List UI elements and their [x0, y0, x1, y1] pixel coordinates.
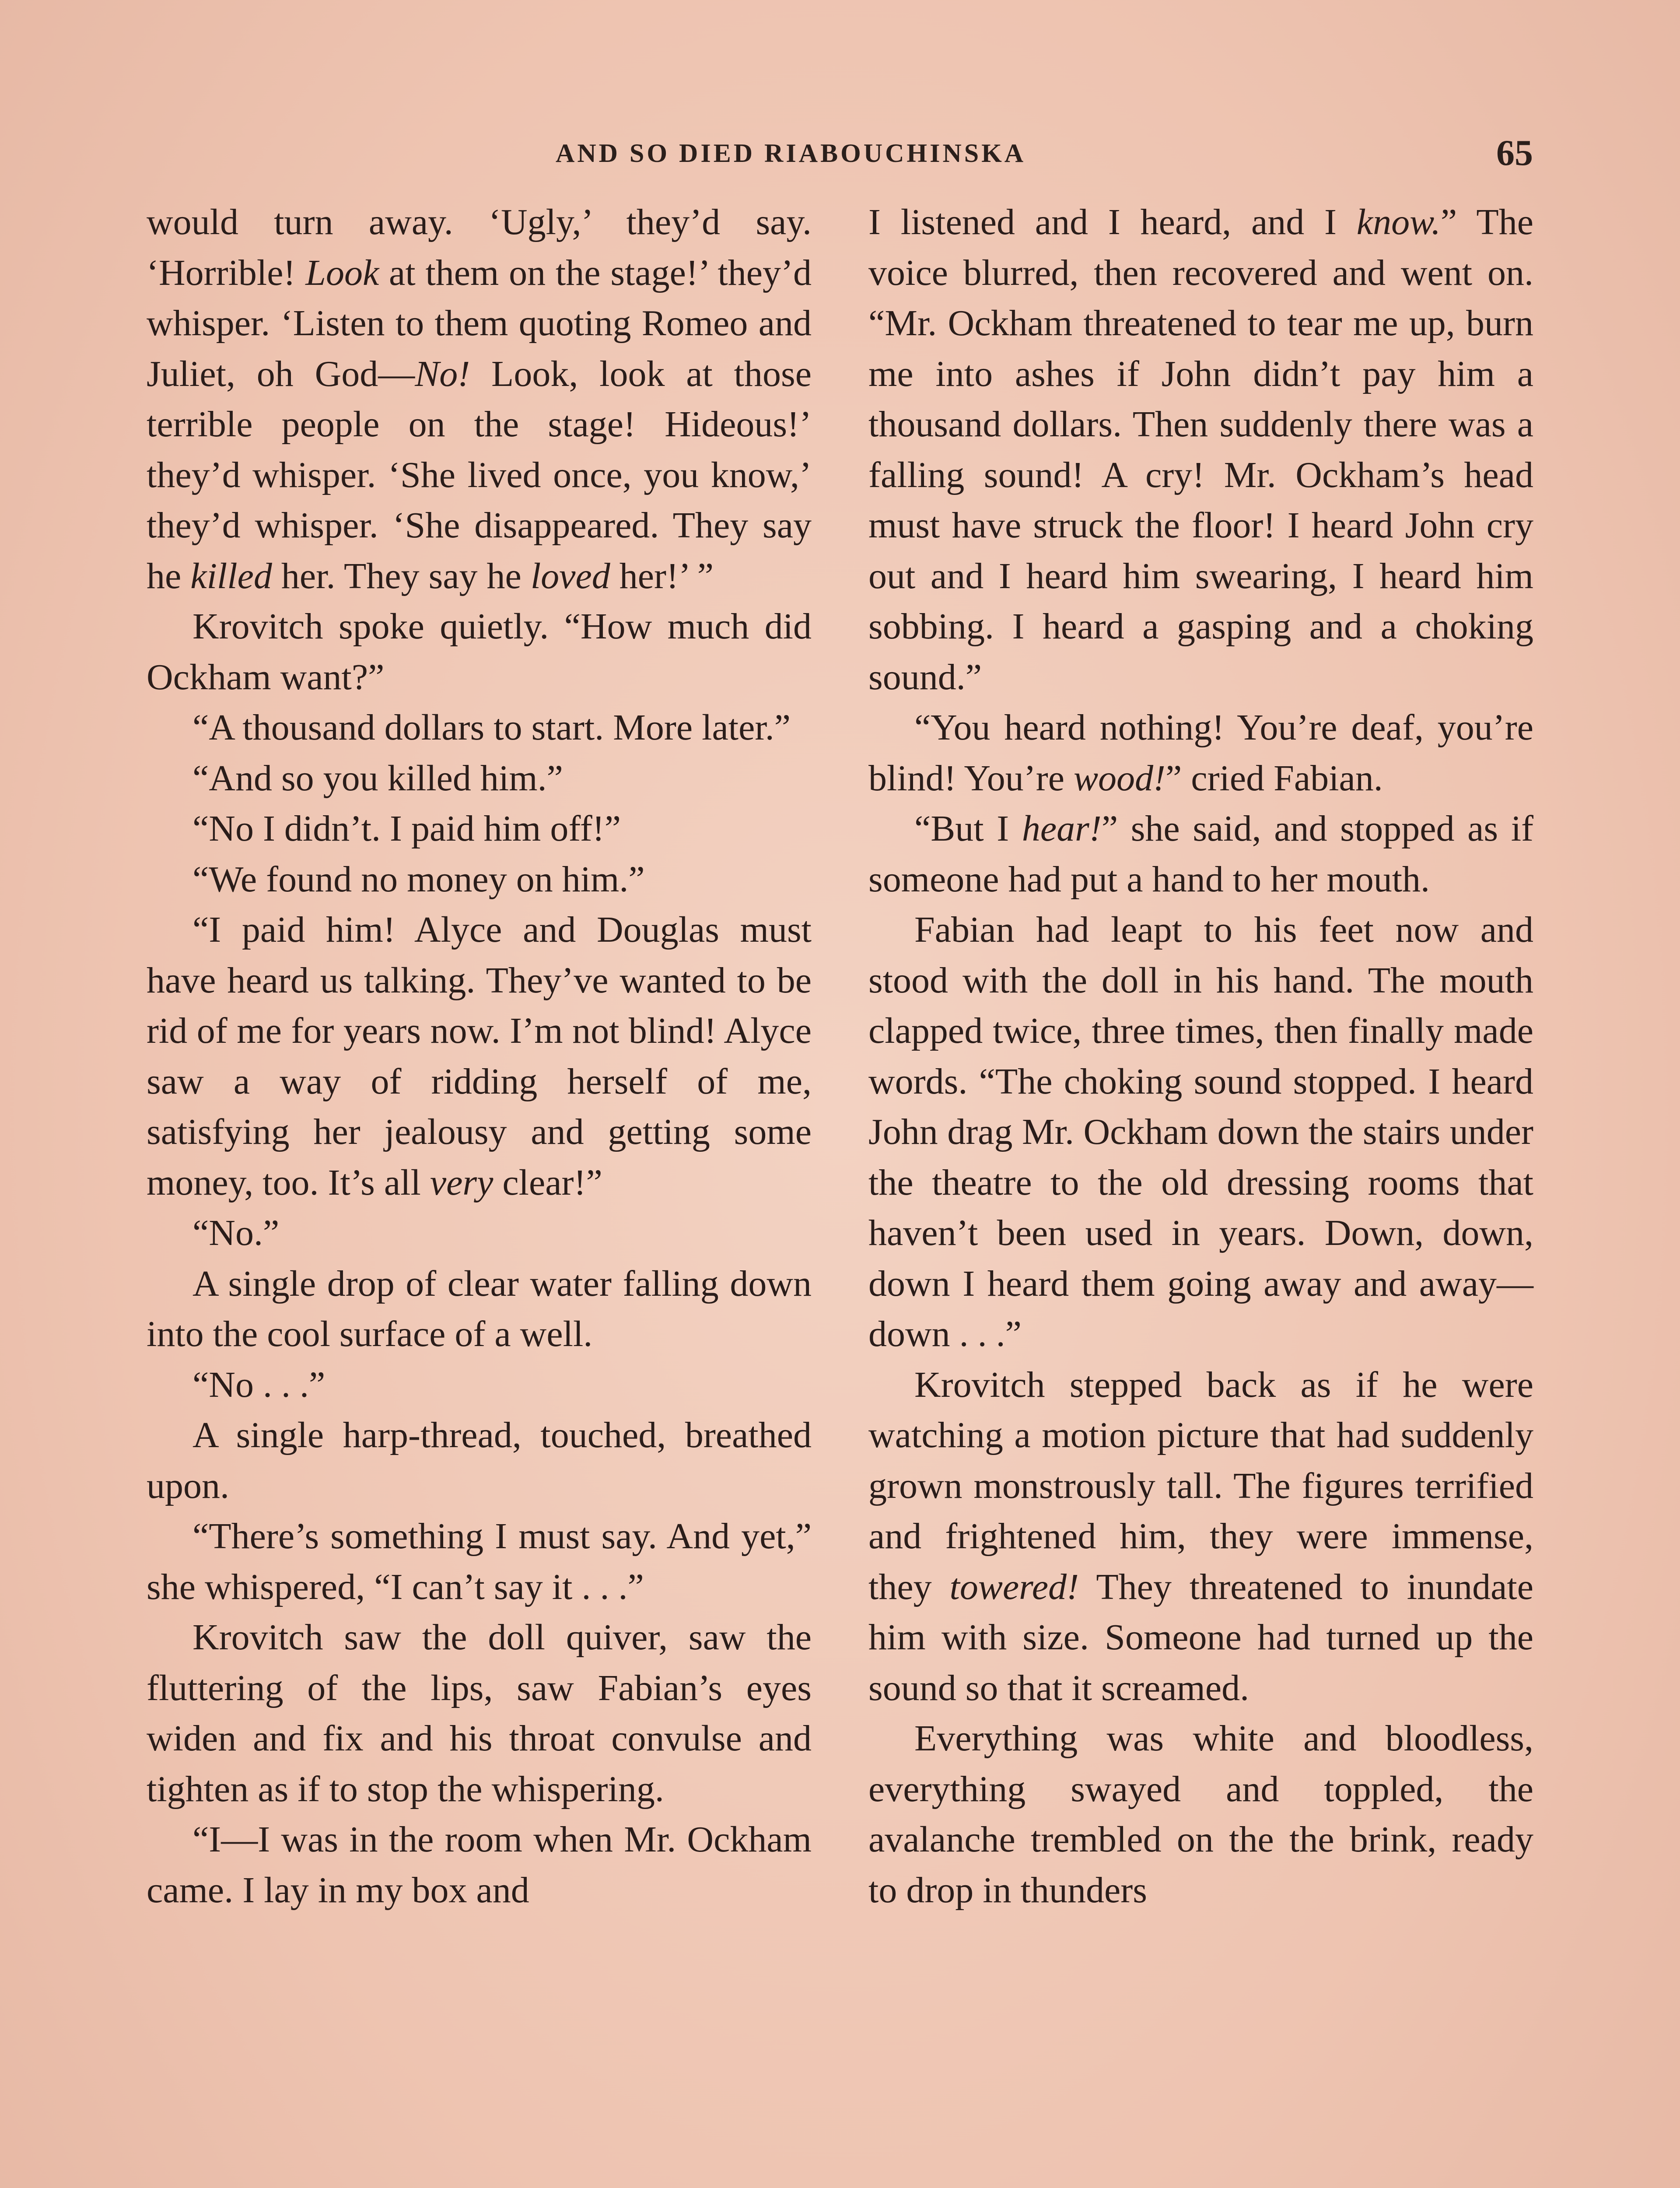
paragraph: [147, 1511, 812, 1612]
text-run: Krovitch spoke quietly. “How much did Ockham want?”: [147, 606, 812, 698]
text-run: her. They say he: [272, 555, 531, 596]
italic-text: hear!: [1022, 808, 1102, 849]
text-column-left: [147, 197, 812, 1915]
text-run: “But I: [914, 808, 1022, 849]
italic-text: Look: [305, 252, 379, 293]
text-run: I listened and I heard, and I: [868, 202, 1357, 242]
italic-text: very: [430, 1162, 494, 1203]
paragraph: [868, 702, 1533, 803]
text-run: “No . . .”: [192, 1364, 326, 1405]
text-run: ” The voice blurred, then recovered and went on. “Mr. Ockham threatened to tear me up, burn me into ashes if John didn’t pay him a thousand dollars. Then suddenly there was a falling sound! A cry! Mr. Ockham’s head must have struck the floor! I heard John cry out and I heard him swearing, I heard him sobbing. I heard a gasping and a choking sound.”: [868, 202, 1534, 698]
paragraph: [147, 854, 812, 905]
text-run: ” cried Fabian.: [1166, 757, 1383, 799]
text-run: “No I didn’t. I paid him off!”: [192, 808, 621, 849]
paragraph: [868, 803, 1533, 905]
text-run: Krovitch stepped back as if he were watching a motion picture that had suddenly grown monstrously tall. The figures terrified and frightened him, they were immense, they: [868, 1364, 1533, 1607]
text-run: “I—I was in the room when Mr. Ockham came. I lay in my box and: [147, 1819, 812, 1911]
text-run: “There’s something I must say. And yet,” she whispered, “I can’t say it . . .”: [147, 1516, 812, 1607]
italic-text: towered!: [949, 1566, 1079, 1607]
paragraph: [147, 1360, 812, 1410]
paragraph: [147, 197, 812, 601]
italic-text: wood!: [1074, 757, 1166, 799]
text-run: “You heard nothing! You’re deaf, you’re blind! You’re: [868, 707, 1533, 799]
italic-text: loved: [530, 555, 610, 596]
text-run: Look, look at those terrible people on the stage! Hideous!’ they’d whisper. ‘She lived once, you know,’ they’d whisper. ‘She disappeared. They say he: [147, 353, 812, 596]
paragraph: [147, 601, 812, 702]
page-number: 65: [1496, 133, 1533, 173]
text-run: at them on the stage!’ they’d whisper. ‘Listen to them quoting Romeo and Juliet, oh God—: [147, 252, 812, 394]
text-run: “And so you killed him.”: [192, 757, 563, 799]
paragraph: [868, 1713, 1533, 1915]
paragraph: [147, 1814, 812, 1915]
paragraph: [147, 1259, 812, 1360]
text-run: Krovitch saw the doll quiver, saw the fluttering of the lips, saw Fabian’s eyes widen and fix and his throat convulse and tighten as if to stop the whispering.: [147, 1617, 812, 1809]
text-run: would turn away. ‘Ugly,’ they’d say. ‘Horrible!: [147, 202, 812, 293]
text-run: They threatened to inundate him with size. Someone had turned up the sound so that it screamed.: [868, 1566, 1533, 1708]
text-run: Everything was white and bloodless, everything swayed and toppled, the avalanche trembled on the the brink, ready to drop in thunders: [868, 1718, 1533, 1911]
paragraph: [147, 753, 812, 804]
paragraph: [868, 905, 1533, 1360]
paragraph: [147, 702, 812, 753]
italic-text: No!: [415, 353, 470, 394]
paragraph: [147, 1208, 812, 1259]
paragraph: [147, 905, 812, 1208]
text-run: A single drop of clear water falling down into the cool surface of a well.: [147, 1263, 812, 1354]
text-run: “I paid him! Alyce and Douglas must have heard us talking. They’ve wanted to be rid of me for years now. I’m not blind! Alyce saw a way of ridding herself of me, satisfying her jealousy and getting some money, too. It’s all: [147, 909, 812, 1203]
paragraph: [147, 1410, 812, 1511]
italic-text: killed: [190, 555, 272, 596]
text-run: Fabian had leapt to his feet now and stood with the doll in his hand. The mouth clapped twice, three times, then finally made words. “The choking sound stopped. I heard John drag Mr. Ockham down the stairs under the theatre to the old dressing rooms that haven’t been used in years. Down, down, down I heard them going away and away—down . . .”: [868, 909, 1533, 1354]
text-run: “A thousand dollars to start. More later.”: [192, 707, 791, 748]
text-run: “We found no money on him.”: [192, 859, 645, 900]
text-column-right: [868, 197, 1533, 1915]
text-run: her!’ ”: [610, 555, 714, 596]
paragraph: [868, 197, 1533, 702]
running-header: [0, 131, 1680, 175]
text-run: clear!”: [493, 1162, 602, 1203]
text-run: “No.”: [192, 1213, 280, 1253]
italic-text: know.: [1356, 202, 1441, 242]
text-run: ” she said, and stopped as if someone had put a hand to her mouth.: [868, 808, 1533, 900]
paragraph: [147, 803, 812, 854]
paragraph: [868, 1360, 1533, 1714]
text-run: A single harp-thread, touched, breathed upon.: [147, 1415, 812, 1506]
running-title: AND SO DIED RIABOUCHINSKA: [556, 139, 1026, 168]
paragraph: [147, 1612, 812, 1814]
